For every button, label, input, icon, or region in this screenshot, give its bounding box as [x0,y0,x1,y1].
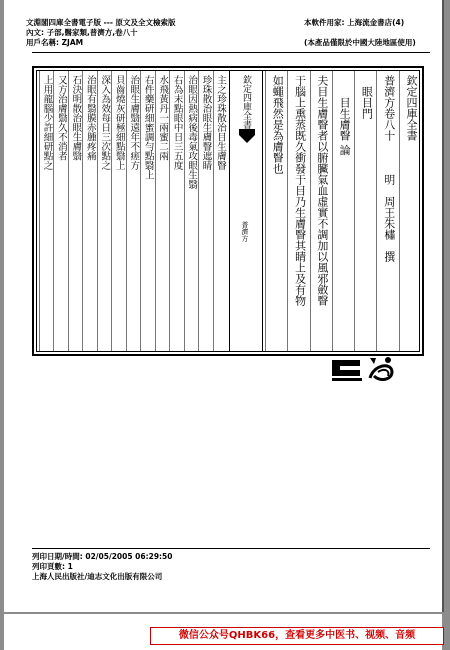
document-page [4,0,444,612]
center-fold-subtitle: 普濟方 [241,221,249,242]
column-separator [126,71,127,351]
text-column: 主之珍珠散治目生膚瞖 [214,75,226,170]
center-fold-title: 欽定四庫全書 [241,75,251,129]
header-region-note: (本產品僅限於中國大陸地區使用) [304,38,416,47]
book-center-fold [229,71,263,351]
publisher: 上海人民出版社/迪志文化出版有限公司 [32,572,163,581]
text-column: 于腦上熏蒸既久衝發于目乃生膚瞖其睛上及有物 [293,75,307,306]
siku-logo-icon [330,354,420,386]
header-content: 內文: 子部,醫家類,普濟方,卷八十 [26,28,138,37]
text-column: 欽定四庫全書 [404,75,418,141]
text-column: 治眼生膚翳遠年不瘥方 [128,75,140,170]
text-column: 又方治膚翳久不消者 [55,75,67,161]
header-title: 文淵閣四庫全書電子版 --- 原文及全文檢索版 [26,18,176,27]
text-column: 石決明散治眼生膚翳 [70,75,82,161]
header-rule [32,52,430,53]
column-separator [265,71,266,351]
column-separator [198,71,199,351]
text-column: 水飛黃丹一兩蜜二兩 [157,75,169,161]
column-separator [213,71,214,351]
column-separator [68,71,69,351]
header-user: 用戶名稱: ZJAM [26,38,84,47]
column-separator [184,71,185,351]
text-column: 貝齒燒灰研極細點翳上 [113,75,125,170]
column-separator [155,71,156,351]
column-separator [399,71,400,351]
column-separator [82,71,83,351]
print-date: 列印日期/時間: 02/05/2005 06:29:50 [32,552,173,561]
column-separator [169,71,170,351]
footer-rule [32,548,430,549]
book-page-inner [36,70,420,352]
header-left [26,18,176,48]
text-column: 普濟方卷八十 明 周王朱橚 撰 [382,75,396,262]
column-separator [39,71,40,351]
column-separator [354,71,355,351]
book-page-frame [32,66,424,356]
text-column: 夫目生膚瞖者以腑臟氣血虛實不調加以風邪斂瞖 [315,75,329,306]
column-separator [310,71,311,351]
text-column: 治眼有翳膜赤腫疼痛 [84,75,96,161]
text-column: 珍珠散治眼生膚瞖遮睛 [200,75,212,170]
text-column: 深入為效每日三次點之 [99,75,111,170]
header-licensee: 本軟件用家: 上海流金書店(4) [304,18,405,27]
column-separator [376,71,377,351]
text-column: 目生膚瞖 論 [338,75,352,156]
text-column: 右件藥研細蜜調勻點翳上 [142,75,154,180]
footer-block [32,552,173,582]
text-column: 上用龍腦少許細研點之 [41,75,53,170]
fish-tail-mark-lower [239,135,255,143]
text-column: 如蠅飛然是為膚瞖也 [271,75,285,174]
text-column: 眼目門 [360,75,374,119]
header-right [304,18,416,48]
print-pages: 列印頁數: 1 [32,562,73,571]
column-separator [97,71,98,351]
column-separator [287,71,288,351]
text-column: 治眼因熱病後毒氣攻眼生翳 [186,75,198,189]
column-separator [53,71,54,351]
wechat-banner[interactable]: 微信公众号QHBK66，查看更多中医书、视频、音频 [150,627,444,645]
column-separator [140,71,141,351]
column-separator [111,71,112,351]
text-column: 右為末點眼中日三五度 [171,75,183,170]
column-separator [332,71,333,351]
